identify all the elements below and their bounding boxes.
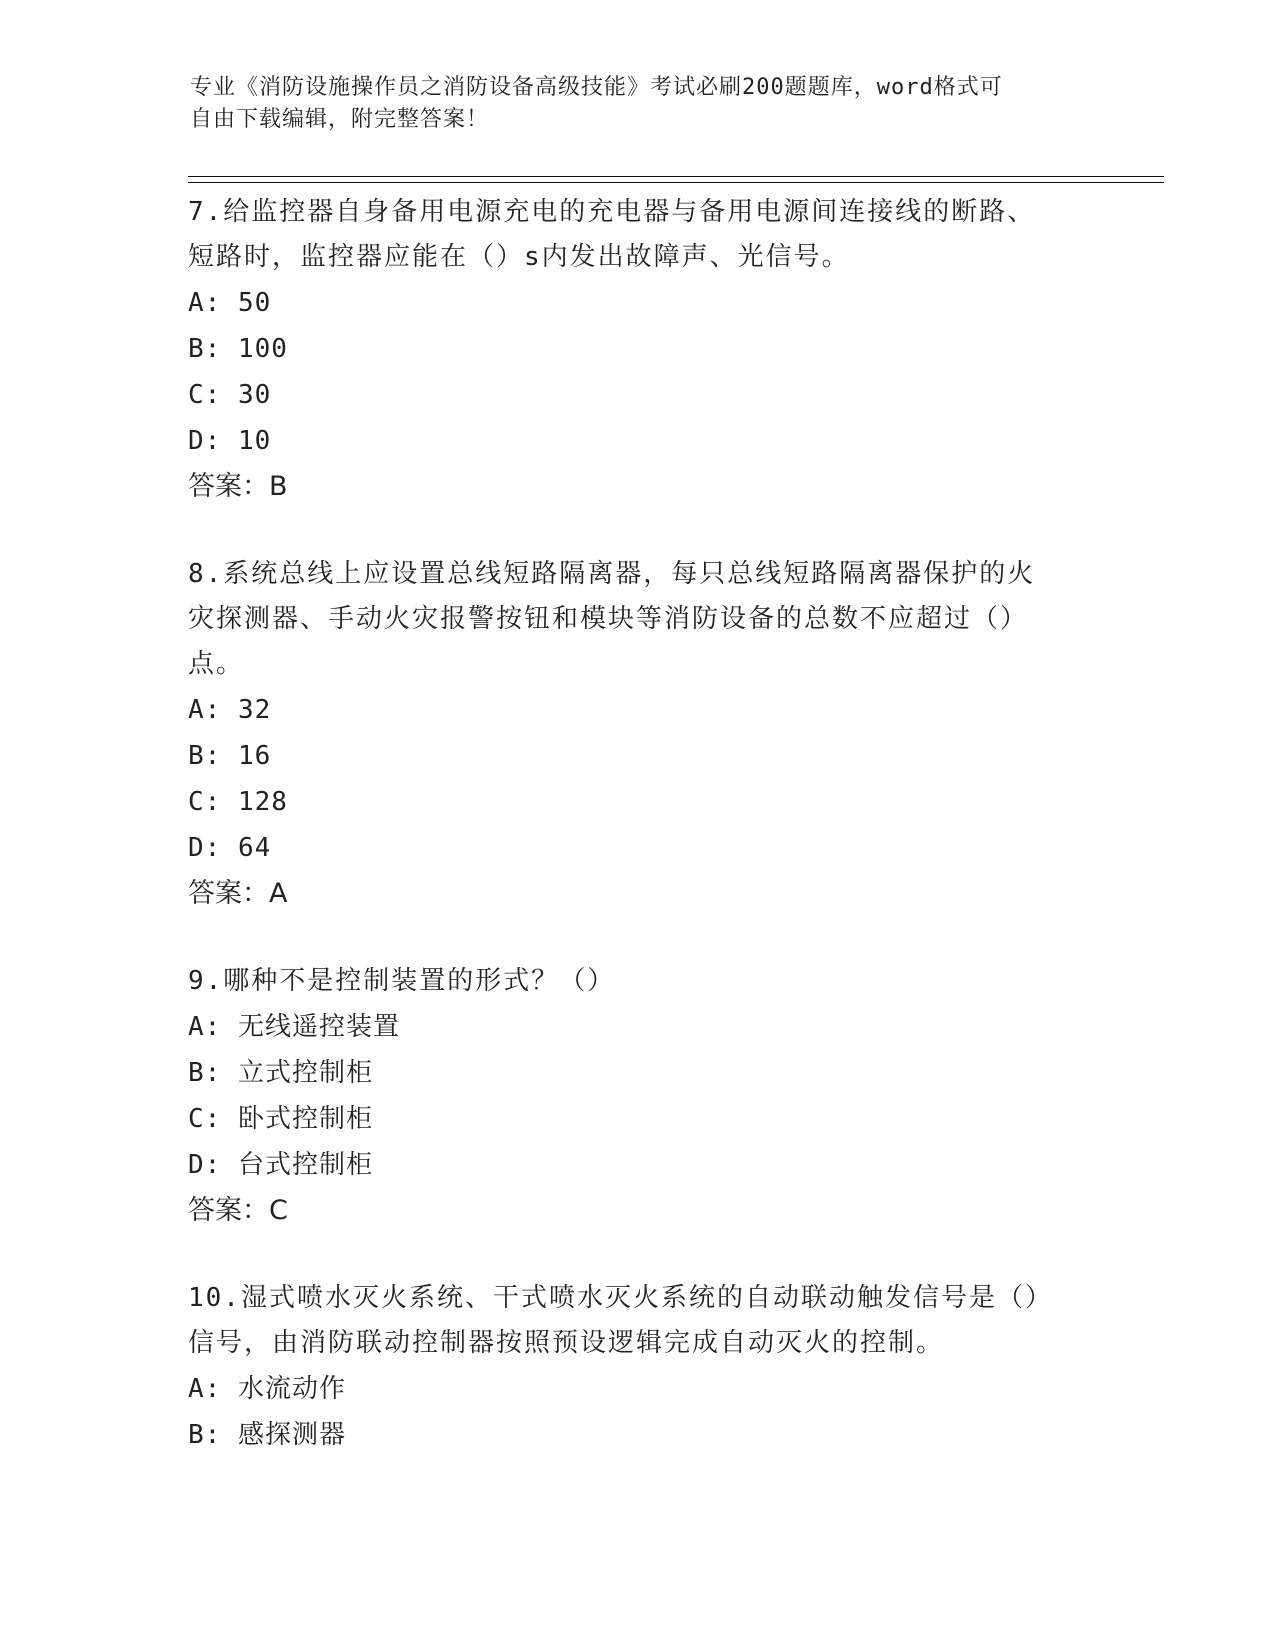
option-a <box>188 687 1068 733</box>
option-value: 卧式控制柜 <box>237 1104 373 1134</box>
option-value: 16 <box>237 741 272 771</box>
option-b <box>188 733 1068 779</box>
document-header <box>190 72 1070 136</box>
question-8 <box>188 552 1068 917</box>
question-10 <box>188 1276 1068 1458</box>
option-label: C: <box>188 380 222 410</box>
header-line-1: 专业《消防设施操作员之消防设备高级技能》考试必刷200题题库，word格式可 <box>190 75 1003 100</box>
option-label: A: <box>188 1374 222 1404</box>
question-list <box>188 190 1068 1458</box>
option-label: B: <box>188 741 222 771</box>
answer-line: 答案：C <box>188 1195 288 1226</box>
option-label: D: <box>188 426 222 456</box>
header-divider-top <box>188 176 1164 177</box>
option-d <box>188 825 1068 871</box>
question-9 <box>188 959 1068 1234</box>
option-label: A: <box>188 288 222 318</box>
option-value: 水流动作 <box>237 1374 346 1404</box>
option-b <box>188 326 1068 372</box>
question-7 <box>188 190 1068 510</box>
option-c <box>188 372 1068 418</box>
option-value: 30 <box>237 380 272 410</box>
option-value: 32 <box>237 695 272 725</box>
question-text-line: 7.给监控器自身备用电源充电的充电器与备用电源间连接线的断路、 <box>188 197 1036 227</box>
option-label: D: <box>188 833 222 863</box>
option-c <box>188 779 1068 825</box>
question-text-line: 信号，由消防联动控制器按照预设逻辑完成自动灭火的控制。 <box>188 1328 945 1358</box>
question-text-line: 灾探测器、手动火灾报警按钮和模块等消防设备的总数不应超过（） <box>188 604 1029 634</box>
option-c <box>188 1096 1068 1142</box>
option-label: D: <box>188 1150 222 1180</box>
option-label: C: <box>188 1104 222 1134</box>
question-text-line: 10.湿式喷水灭火系统、干式喷水灭火系统的自动联动触发信号是（） <box>188 1283 1053 1313</box>
question-text-line: 9.哪种不是控制装置的形式？（） <box>188 966 616 996</box>
option-d <box>188 1142 1068 1188</box>
header-line-2: 自由下载编辑，附完整答案！ <box>190 107 490 132</box>
option-value: 64 <box>237 833 272 863</box>
option-d <box>188 418 1068 464</box>
option-value: 立式控制柜 <box>237 1058 373 1088</box>
option-label: A: <box>188 1012 222 1042</box>
option-value: 台式控制柜 <box>237 1150 373 1180</box>
question-text-line: 8.系统总线上应设置总线短路隔离器，每只总线短路隔离器保护的火 <box>188 559 1036 589</box>
option-value: 100 <box>237 334 288 364</box>
option-a <box>188 280 1068 326</box>
option-value: 128 <box>237 787 288 817</box>
option-b <box>188 1412 1068 1458</box>
option-value: 10 <box>237 426 272 456</box>
option-label: B: <box>188 1420 222 1450</box>
option-label: B: <box>188 334 222 364</box>
option-value: 50 <box>237 288 272 318</box>
option-value: 感探测器 <box>237 1420 346 1450</box>
option-label: B: <box>188 1058 222 1088</box>
option-a <box>188 1004 1068 1050</box>
answer-line: 答案：B <box>188 471 288 502</box>
question-text-line: 点。 <box>188 649 245 679</box>
option-label: A: <box>188 695 222 725</box>
answer-line: 答案：A <box>188 878 288 909</box>
question-text-line: 短路时，监控器应能在（）s内发出故障声、光信号。 <box>188 242 850 272</box>
option-a <box>188 1366 1068 1412</box>
option-value: 无线遥控装置 <box>237 1012 400 1042</box>
option-b <box>188 1050 1068 1096</box>
header-divider-bottom <box>188 182 1164 183</box>
option-label: C: <box>188 787 222 817</box>
